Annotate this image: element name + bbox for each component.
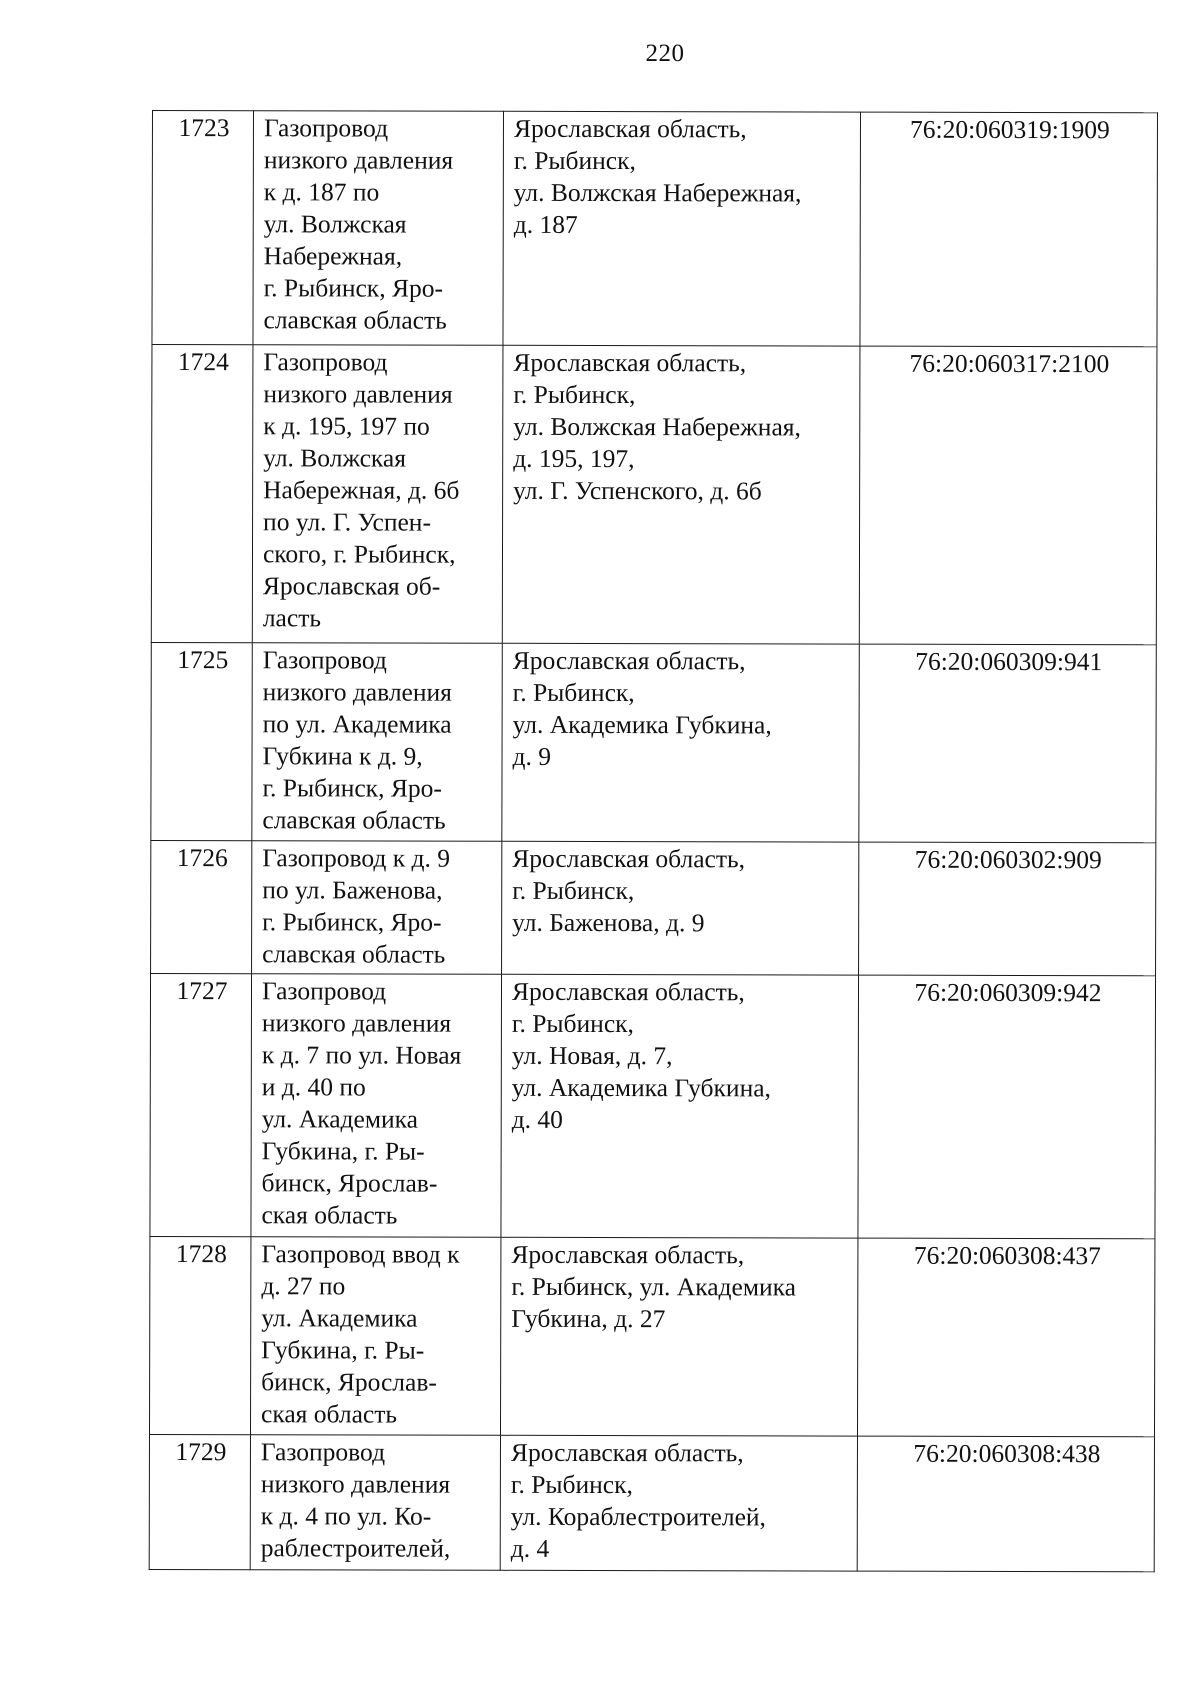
object-address: Ярославская область, г. Рыбинск, ул. Кораблестроителей, д. 4 bbox=[500, 1435, 857, 1571]
row-number: 1724 bbox=[151, 345, 253, 643]
cadastral-number: 76:20:060317:2100 bbox=[859, 346, 1157, 645]
table-row bbox=[151, 642, 1156, 842]
object-name: Газопровод ввод к д. 27 по ул. Академика Губкина, г. Ры- бинск, Ярослав- ская область bbox=[250, 1237, 500, 1436]
object-name: Газопровод к д. 9 по ул. Баженова, г. Рыбинск, Яро- славская область bbox=[252, 841, 502, 975]
object-address: Ярославская область, г. Рыбинск, ул. Волжская Набережная, д. 195, 197, ул. Г. Успенского, д. 6б bbox=[502, 345, 860, 644]
row-number: 1725 bbox=[151, 642, 252, 840]
table-row bbox=[151, 345, 1157, 645]
object-address: Ярославская область, г. Рыбинск, ул. Волжская Набережная, д. 187 bbox=[503, 111, 861, 346]
cadastral-number: 76:20:060319:1909 bbox=[860, 112, 1158, 347]
object-address: Ярославская область, г. Рыбинск, ул. Новая, д. 7, ул. Академика Губкина, д. 40 bbox=[501, 974, 859, 1238]
table-row bbox=[149, 1236, 1154, 1436]
object-address: Ярославская область, г. Рыбинск, ул. Баженова, д. 9 bbox=[502, 841, 859, 975]
object-name: Газопровод низкого давления к д. 195, 197 по ул. Волжская Набережная, д. 6б по ул. Г. Успен- ского, г. Рыбинск, Ярославская об- ласть bbox=[252, 345, 503, 644]
table-row bbox=[150, 973, 1156, 1238]
row-number: 1729 bbox=[149, 1434, 250, 1569]
row-number: 1726 bbox=[151, 840, 252, 973]
row-number: 1723 bbox=[152, 111, 254, 345]
object-name: Газопровод низкого давления к д. 4 по ул. Ко- раблестроителей, bbox=[250, 1435, 500, 1571]
cadastral-number: 76:20:060308:438 bbox=[857, 1436, 1154, 1572]
registry-table bbox=[149, 110, 1158, 1572]
object-address: Ярославская область, г. Рыбинск, ул. Академика Губкина, д. 27 bbox=[500, 1237, 857, 1436]
page-number: 220 bbox=[645, 40, 685, 67]
cadastral-number: 76:20:060309:942 bbox=[858, 975, 1156, 1239]
cadastral-number: 76:20:060302:909 bbox=[859, 842, 1156, 976]
object-address: Ярославская область, г. Рыбинск, ул. Академика Губкина, д. 9 bbox=[502, 643, 859, 842]
object-name: Газопровод низкого давления к д. 187 по ул. Волжская Набережная, г. Рыбинск, Яро- славская область bbox=[253, 111, 504, 346]
row-number: 1727 bbox=[150, 973, 252, 1236]
cadastral-number: 76:20:060309:941 bbox=[859, 644, 1156, 843]
table-row bbox=[151, 840, 1156, 975]
table-row bbox=[152, 111, 1158, 347]
object-name: Газопровод низкого давления по ул. Академика Губкина к д. 9, г. Рыбинск, Яро- славская область bbox=[252, 643, 502, 842]
cadastral-number: 76:20:060308:437 bbox=[857, 1238, 1154, 1437]
object-name: Газопровод низкого давления к д. 7 по ул. Новая и д. 40 по ул. Академика Губкина, г. Ры- бинск, Ярослав- ская область bbox=[251, 974, 502, 1238]
row-number: 1728 bbox=[149, 1236, 250, 1434]
table-row bbox=[149, 1434, 1154, 1571]
